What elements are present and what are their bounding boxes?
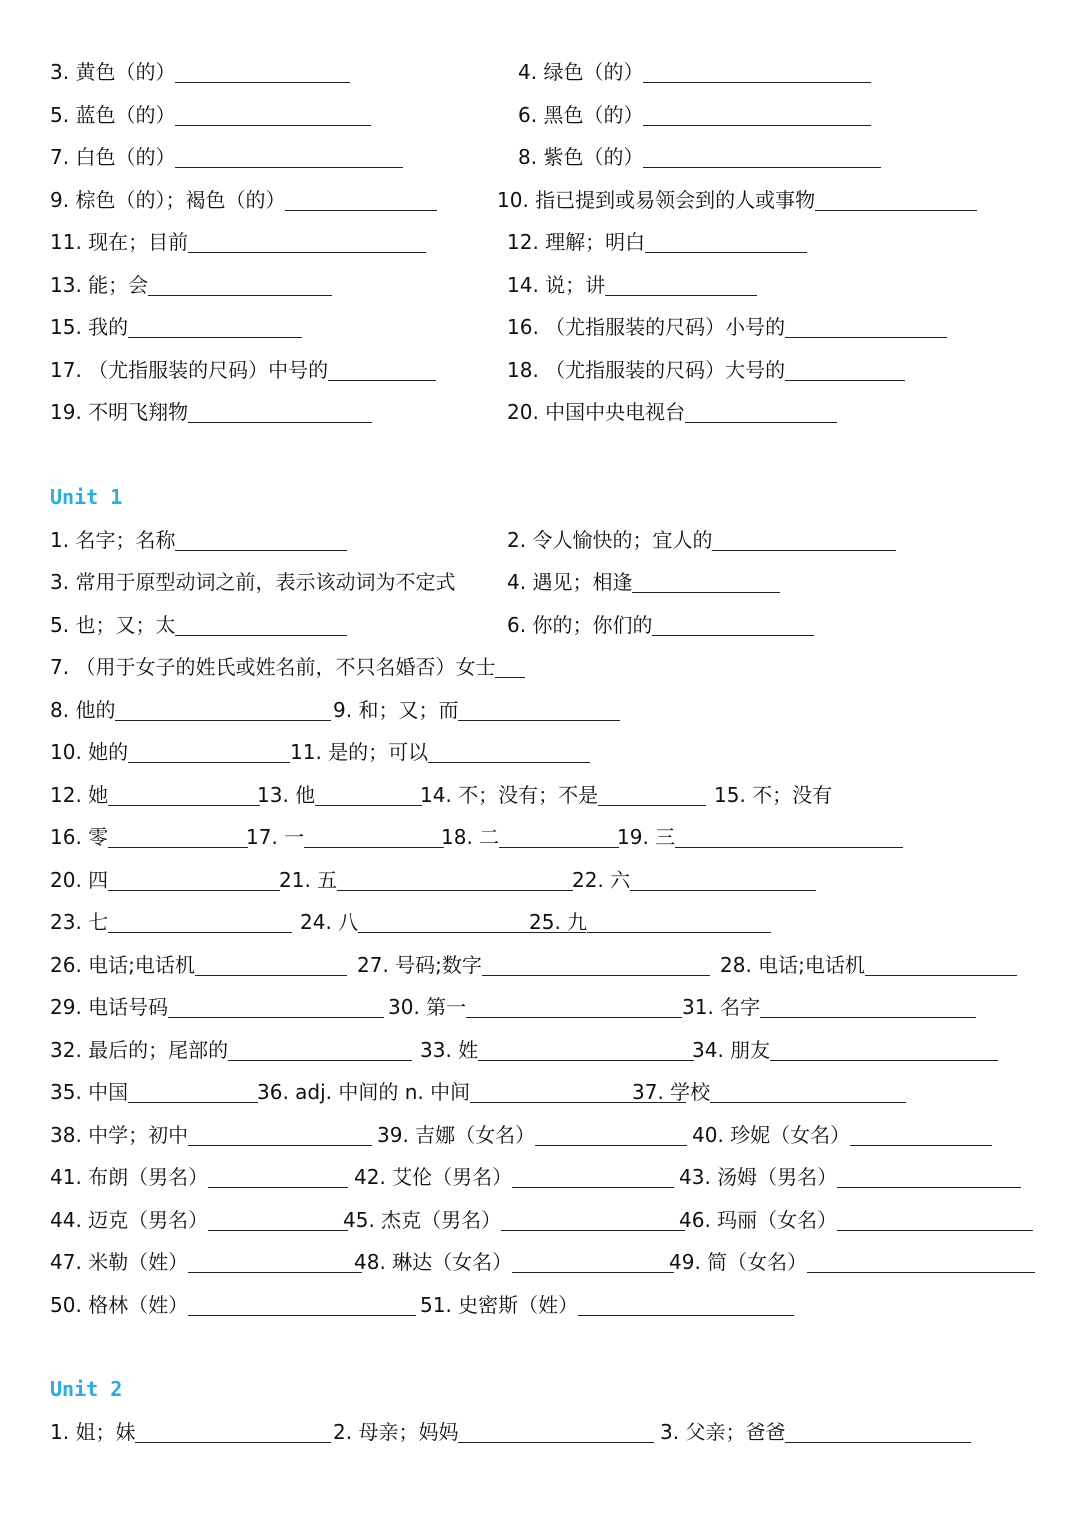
intro-row-7 [0, 313, 1080, 349]
vocab-prompt: 3. 常用于原型动词之前，表示该动词为不定式 [50, 570, 456, 594]
vocab-prompt: 7. 白色（的） [50, 145, 176, 169]
vocab-prompt: 1. 姐；妹 [50, 1420, 136, 1444]
unit1-row-16 [0, 1163, 1080, 1199]
vocab-prompt: 23. 七 [50, 910, 109, 934]
vocab-item [720, 951, 1017, 979]
vocab-item [50, 186, 437, 214]
answer-blank[interactable] [188, 232, 426, 253]
vocab-prompt: 37. 学校 [632, 1080, 711, 1104]
answer-blank[interactable] [195, 955, 347, 976]
vocab-item [50, 101, 371, 129]
vocab-item [420, 781, 706, 809]
intro-row-5 [0, 228, 1080, 264]
vocab-item [50, 611, 347, 639]
vocab-item [679, 1206, 1033, 1234]
vocab-item [257, 1078, 686, 1106]
vocab-prompt: 47. 米勒（姓） [50, 1250, 189, 1274]
vocab-item [660, 1418, 971, 1446]
unit1-row-13 [0, 1036, 1080, 1072]
answer-blank[interactable] [785, 317, 947, 338]
vocab-prompt: 3. 父亲；爸爸 [660, 1420, 786, 1444]
vocab-item [333, 1418, 654, 1446]
vocab-item [518, 143, 881, 171]
answer-blank[interactable] [865, 955, 1017, 976]
answer-blank[interactable] [770, 1040, 998, 1061]
vocab-prompt: 26. 电话;电话机 [50, 953, 195, 977]
vocab-prompt: 27. 号码;数字 [357, 953, 482, 977]
unit1-row-7 [0, 781, 1080, 817]
vocab-prompt: 1. 名字；名称 [50, 528, 176, 552]
vocab-item [50, 1121, 372, 1149]
unit1-row-11 [0, 951, 1080, 987]
answer-blank[interactable] [458, 700, 620, 721]
vocab-prompt: 30. 第一 [388, 995, 467, 1019]
vocab-prompt: 22. 六 [572, 868, 631, 892]
vocab-item [518, 58, 871, 86]
vocab-item [50, 1036, 412, 1064]
vocab-item [50, 356, 436, 384]
answer-blank[interactable] [652, 615, 814, 636]
answer-blank[interactable] [785, 360, 905, 381]
vocab-prompt: 32. 最后的；尾部的 [50, 1038, 229, 1062]
answer-blank[interactable] [499, 827, 619, 848]
vocab-item [617, 823, 903, 851]
vocab-item [50, 1418, 331, 1446]
vocab-prompt: 19. 三 [617, 825, 676, 849]
vocab-prompt: 20. 中国中央电视台 [507, 400, 686, 424]
vocab-item [50, 823, 248, 851]
unit1-row-10 [0, 908, 1080, 944]
vocab-prompt: 9. 棕色（的）；褐色（的） [50, 188, 286, 212]
answer-blank[interactable] [815, 190, 977, 211]
vocab-prompt: 45. 杰克（男名） [343, 1208, 502, 1232]
vocab-item [50, 738, 290, 766]
vocab-prompt: 44. 迈克（男名） [50, 1208, 209, 1232]
vocab-item [50, 908, 292, 936]
vocab-prompt: 8. 紫色（的） [518, 145, 644, 169]
unit1-row-3 [0, 611, 1080, 647]
vocab-item [50, 526, 347, 554]
vocab-item [50, 228, 426, 256]
answer-blank[interactable] [208, 1167, 348, 1188]
vocab-prompt: 17. （尤指服装的尺码）中号的 [50, 358, 329, 382]
vocab-item [333, 696, 620, 724]
vocab-prompt: 49. 简（女名） [669, 1250, 808, 1274]
unit1-row-4 [0, 653, 1080, 689]
vocab-item [50, 1291, 416, 1319]
vocab-prompt: 42. 艾伦（男名） [354, 1165, 513, 1189]
vocab-item [279, 866, 573, 894]
answer-blank[interactable] [512, 1167, 674, 1188]
vocab-item [507, 228, 807, 256]
answer-blank[interactable] [643, 105, 871, 126]
intro-row-6 [0, 271, 1080, 307]
vocab-item [679, 1163, 1021, 1191]
vocab-prompt: 15. 不；没有 [714, 783, 833, 807]
answer-blank[interactable] [760, 997, 976, 1018]
unit1-row-2 [0, 568, 1080, 604]
vocab-item [507, 611, 814, 639]
vocab-prompt: 31. 名字 [682, 995, 761, 1019]
vocab-item [497, 186, 977, 214]
answer-blank[interactable] [337, 870, 573, 891]
vocab-prompt: 4. 绿色（的） [518, 60, 644, 84]
answer-blank[interactable] [428, 742, 590, 763]
answer-blank[interactable] [188, 1295, 416, 1316]
unit1-row-5 [0, 696, 1080, 732]
vocab-prompt: 28. 电话;电话机 [720, 953, 865, 977]
answer-blank[interactable] [837, 1210, 1033, 1231]
vocab-item [50, 653, 525, 681]
vocab-prompt: 2. 母亲；妈妈 [333, 1420, 459, 1444]
vocab-item [50, 313, 302, 341]
vocab-prompt: 10. 指已提到或易领会到的人或事物 [497, 188, 816, 212]
answer-blank[interactable] [501, 1210, 685, 1231]
answer-blank[interactable] [228, 1040, 412, 1061]
vocab-prompt: 12. 她 [50, 783, 109, 807]
unit2-row-1 [0, 1418, 1080, 1454]
vocab-item [50, 951, 347, 979]
vocab-prompt: 43. 汤姆（男名） [679, 1165, 838, 1189]
vocab-prompt: 11. 是的；可以 [290, 740, 429, 764]
answer-blank[interactable] [304, 827, 444, 848]
vocab-item [507, 568, 780, 596]
vocab-prompt: 18. 二 [441, 825, 500, 849]
unit1-row-8 [0, 823, 1080, 859]
vocab-item [354, 1248, 674, 1276]
unit-1-heading: Unit 1 [50, 485, 123, 509]
answer-blank[interactable] [108, 912, 292, 933]
answer-blank[interactable] [850, 1125, 992, 1146]
vocab-item [441, 823, 619, 851]
vocab-prompt: 33. 姓 [420, 1038, 479, 1062]
answer-blank[interactable] [535, 1125, 687, 1146]
vocab-prompt: 20. 四 [50, 868, 109, 892]
vocab-item [357, 951, 710, 979]
vocab-prompt: 6. 黑色（的） [518, 103, 644, 127]
vocab-prompt: 13. 他 [257, 783, 316, 807]
unit1-row-14 [0, 1078, 1080, 1114]
answer-blank[interactable] [175, 615, 347, 636]
vocab-prompt: 36. adj. 中间的 n. 中间 [257, 1080, 471, 1104]
vocab-prompt: 21. 五 [279, 868, 338, 892]
vocab-prompt: 10. 她的 [50, 740, 129, 764]
vocab-prompt: 16. （尤指服装的尺码）小号的 [507, 315, 786, 339]
answer-blank[interactable] [175, 147, 403, 168]
answer-blank[interactable] [108, 870, 280, 891]
answer-blank[interactable] [587, 912, 771, 933]
answer-blank[interactable] [175, 530, 347, 551]
vocab-prompt: 17. 一 [246, 825, 305, 849]
vocab-item [50, 993, 384, 1021]
answer-blank[interactable] [578, 1295, 794, 1316]
vocab-prompt: 5. 蓝色（的） [50, 103, 176, 127]
unit1-row-18 [0, 1248, 1080, 1284]
answer-blank[interactable] [630, 870, 816, 891]
answer-blank[interactable] [168, 997, 384, 1018]
unit1-row-19 [0, 1291, 1080, 1327]
answer-blank[interactable] [285, 190, 437, 211]
vocab-item [50, 143, 403, 171]
vocab-prompt: 13. 能；会 [50, 273, 149, 297]
answer-blank[interactable] [188, 402, 372, 423]
answer-blank[interactable] [512, 1252, 674, 1273]
answer-blank[interactable] [208, 1210, 348, 1231]
answer-blank[interactable] [807, 1252, 1035, 1273]
vocab-item [682, 993, 976, 1021]
vocab-item [343, 1206, 685, 1234]
answer-blank[interactable] [315, 785, 422, 806]
answer-blank[interactable] [675, 827, 903, 848]
vocab-prompt: 7. （用于女子的姓氏或姓名前，不只名婚否）女士 [50, 655, 496, 679]
intro-row-1 [0, 58, 1080, 94]
answer-blank[interactable] [108, 827, 248, 848]
answer-blank[interactable] [188, 1252, 362, 1273]
answer-blank[interactable] [632, 572, 780, 593]
unit-2-heading: Unit 2 [50, 1377, 123, 1401]
vocab-item [50, 398, 372, 426]
answer-blank[interactable] [478, 1040, 694, 1061]
unit1-row-6 [0, 738, 1080, 774]
answer-blank[interactable] [108, 785, 260, 806]
vocab-prompt: 4. 遇见；相逢 [507, 570, 633, 594]
answer-blank[interactable] [712, 530, 896, 551]
vocab-prompt: 41. 布朗（男名） [50, 1165, 209, 1189]
vocab-prompt: 8. 他的 [50, 698, 116, 722]
vocab-prompt: 14. 不；没有；不是 [420, 783, 599, 807]
answer-blank[interactable] [466, 997, 682, 1018]
vocab-item [529, 908, 771, 936]
vocab-item [420, 1036, 694, 1064]
vocab-prompt: 9. 和；又；而 [333, 698, 459, 722]
vocab-prompt: 12. 理解；明白 [507, 230, 646, 254]
vocab-item [518, 101, 871, 129]
unit1-row-9 [0, 866, 1080, 902]
answer-blank[interactable] [128, 742, 290, 763]
vocab-item [507, 526, 896, 554]
answer-blank[interactable] [148, 275, 332, 296]
answer-blank[interactable] [710, 1082, 906, 1103]
vocab-prompt: 25. 九 [529, 910, 588, 934]
vocab-item [692, 1121, 992, 1149]
vocab-item [354, 1163, 674, 1191]
vocab-prompt: 50. 格林（姓） [50, 1293, 189, 1317]
vocab-prompt: 24. 八 [300, 910, 359, 934]
vocab-item [50, 58, 350, 86]
vocab-item [388, 993, 682, 1021]
vocab-item [420, 1291, 794, 1319]
vocab-item [507, 356, 905, 384]
vocab-prompt: 5. 也；又；太 [50, 613, 176, 637]
vocab-item [507, 313, 947, 341]
vocab-prompt: 16. 零 [50, 825, 109, 849]
answer-blank[interactable] [643, 62, 871, 83]
vocab-item [50, 1078, 258, 1106]
vocab-item [50, 781, 260, 809]
vocab-item [50, 271, 332, 299]
vocab-prompt: 18. （尤指服装的尺码）大号的 [507, 358, 786, 382]
vocab-item [257, 781, 422, 809]
unit1-row-15 [0, 1121, 1080, 1157]
answer-blank[interactable] [837, 1167, 1021, 1188]
answer-blank[interactable] [128, 317, 302, 338]
vocab-prompt: 35. 中国 [50, 1080, 129, 1104]
answer-blank[interactable] [135, 1422, 331, 1443]
intro-row-3 [0, 143, 1080, 179]
answer-blank[interactable] [115, 700, 331, 721]
vocab-prompt: 29. 电话号码 [50, 995, 169, 1019]
vocab-item [50, 1248, 362, 1276]
answer-blank[interactable] [188, 1125, 372, 1146]
vocab-prompt: 39. 吉娜（女名） [377, 1123, 536, 1147]
answer-blank[interactable] [328, 360, 436, 381]
vocab-prompt: 51. 史密斯（姓） [420, 1293, 579, 1317]
vocab-item [246, 823, 444, 851]
vocab-item [632, 1078, 906, 1106]
unit1-row-1 [0, 526, 1080, 562]
intro-row-9 [0, 398, 1080, 434]
intro-row-4 [0, 186, 1080, 222]
vocab-item [290, 738, 590, 766]
intro-row-2 [0, 101, 1080, 137]
answer-blank[interactable] [643, 147, 881, 168]
vocab-item [50, 1206, 348, 1234]
vocab-prompt: 11. 现在；目前 [50, 230, 189, 254]
vocab-prompt: 15. 我的 [50, 315, 129, 339]
vocab-item [50, 866, 280, 894]
vocab-item [377, 1121, 687, 1149]
vocab-prompt: 38. 中学；初中 [50, 1123, 189, 1147]
vocab-prompt: 14. 说；讲 [507, 273, 606, 297]
answer-blank[interactable] [645, 232, 807, 253]
vocab-prompt: 6. 你的；你们的 [507, 613, 653, 637]
answer-blank[interactable] [685, 402, 837, 423]
vocab-item [507, 398, 837, 426]
unit1-row-17 [0, 1206, 1080, 1242]
unit1-row-12 [0, 993, 1080, 1029]
vocab-item [714, 781, 832, 809]
vocab-item [50, 696, 331, 724]
vocab-prompt: 2. 令人愉快的；宜人的 [507, 528, 713, 552]
answer-blank[interactable] [605, 275, 757, 296]
answer-blank[interactable] [495, 657, 525, 678]
answer-blank[interactable] [458, 1422, 654, 1443]
vocab-item [507, 271, 757, 299]
answer-blank[interactable] [175, 62, 350, 83]
answer-blank[interactable] [175, 105, 371, 126]
vocab-prompt: 34. 朋友 [692, 1038, 771, 1062]
vocab-prompt: 3. 黄色（的） [50, 60, 176, 84]
vocab-item [50, 568, 455, 596]
answer-blank[interactable] [598, 785, 706, 806]
vocab-item [572, 866, 816, 894]
vocab-prompt: 48. 琳达（女名） [354, 1250, 513, 1274]
vocab-item [692, 1036, 998, 1064]
answer-blank[interactable] [128, 1082, 258, 1103]
vocab-prompt: 19. 不明飞翔物 [50, 400, 189, 424]
vocab-item [50, 1163, 348, 1191]
vocab-prompt: 46. 玛丽（女名） [679, 1208, 838, 1232]
answer-blank[interactable] [785, 1422, 971, 1443]
vocab-prompt: 40. 珍妮（女名） [692, 1123, 851, 1147]
intro-row-8 [0, 356, 1080, 392]
vocab-item [669, 1248, 1035, 1276]
answer-blank[interactable] [482, 955, 710, 976]
